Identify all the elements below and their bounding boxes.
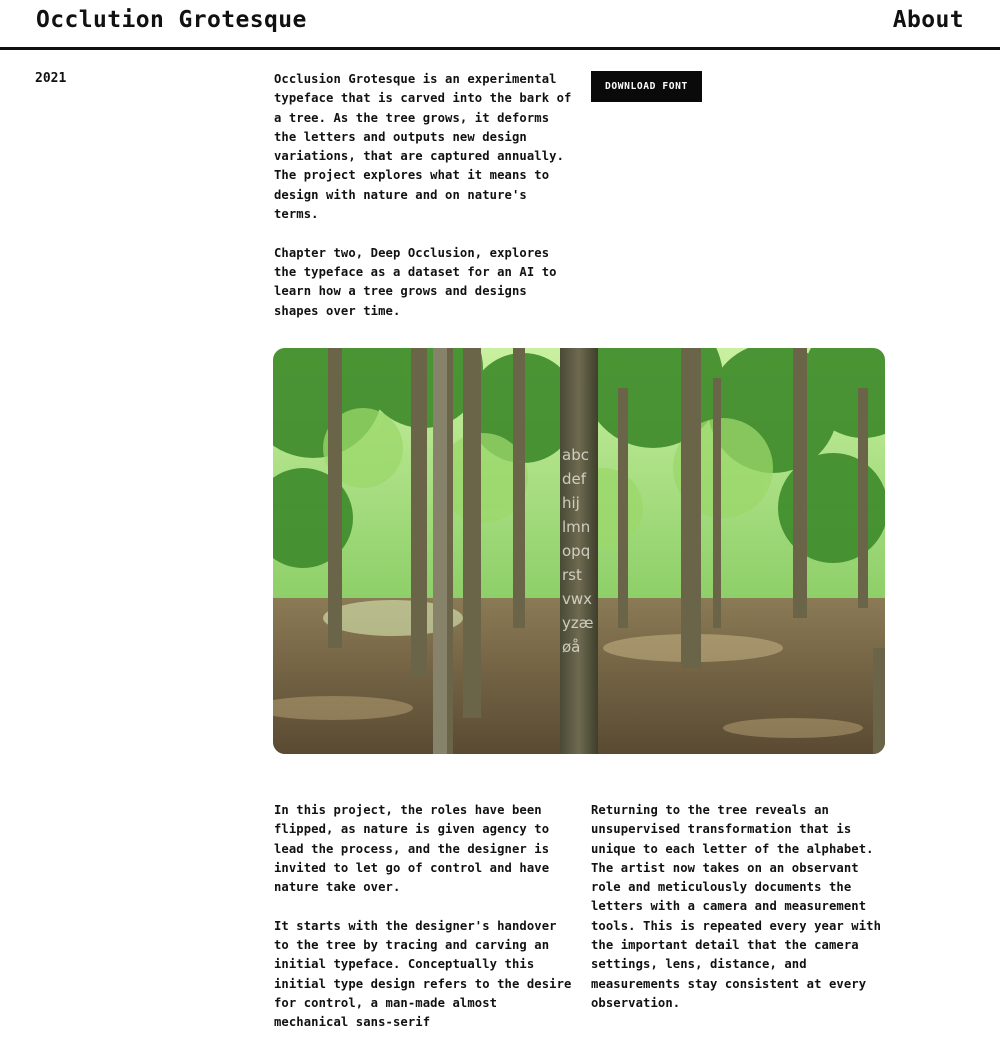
carved-letter-row: vwx [562, 590, 593, 608]
site-title-link[interactable]: Occlution Grotesque [36, 7, 307, 33]
body-left-column [274, 801, 574, 1052]
intro-text [274, 70, 574, 340]
nav-about-link[interactable]: About [892, 7, 964, 33]
carved-letter-row: hij [562, 494, 580, 512]
intro-paragraph-1: Occlusion Grotesque is an experimental typeface that is carved into the bark of a tree. As the tree grows, it deforms the letters and outputs new design variations, that are captured annually. The project explores what it means to design with nature and on nature's terms. [274, 72, 572, 222]
body-left-paragraph-2: It starts with the designer's handover to the tree by tracing and carving an initial typeface. Conceptually this initial type design refers to the desire for control, a man-made almost mechanical sans-serif [274, 918, 572, 1030]
body-right-paragraph-1: Returning to the tree reveals an unsupervised transformation that is unique to each letter of the alphabet. The artist now takes on an observant role and meticulously documents the letters with a camera and measurement tools. This is repeated every year with the important detail that the camera settings, lens, distance, and measurements stay consistent at every observation. [591, 803, 882, 1010]
body-right-column [591, 801, 891, 1033]
intro-paragraph-2: Chapter two, Deep Occlusion, explores the typeface as a dataset for an AI to learn how a tree grows and designs shapes over time. [274, 245, 557, 318]
project-year: 2021 [35, 71, 67, 86]
site-header [0, 0, 1000, 50]
carved-letter-row: øå [562, 638, 581, 656]
carved-letter-row: rst [562, 566, 582, 584]
body-left-paragraph-1: In this project, the roles have been flipped, as nature is given agency to lead the process, and the designer is invited to let go of control and have nature take over. [274, 803, 550, 895]
carved-letter-row: def [562, 470, 587, 488]
download-font-button[interactable]: DOWNLOAD FONT [591, 71, 702, 102]
carved-letter-row: abc [562, 446, 589, 464]
forest-illustration [273, 348, 885, 754]
carved-letter-row: opq [562, 542, 591, 560]
tree-photo [273, 348, 885, 754]
carved-letter-row: yzæ [562, 614, 594, 632]
carved-letter-row: lmn [562, 518, 591, 536]
